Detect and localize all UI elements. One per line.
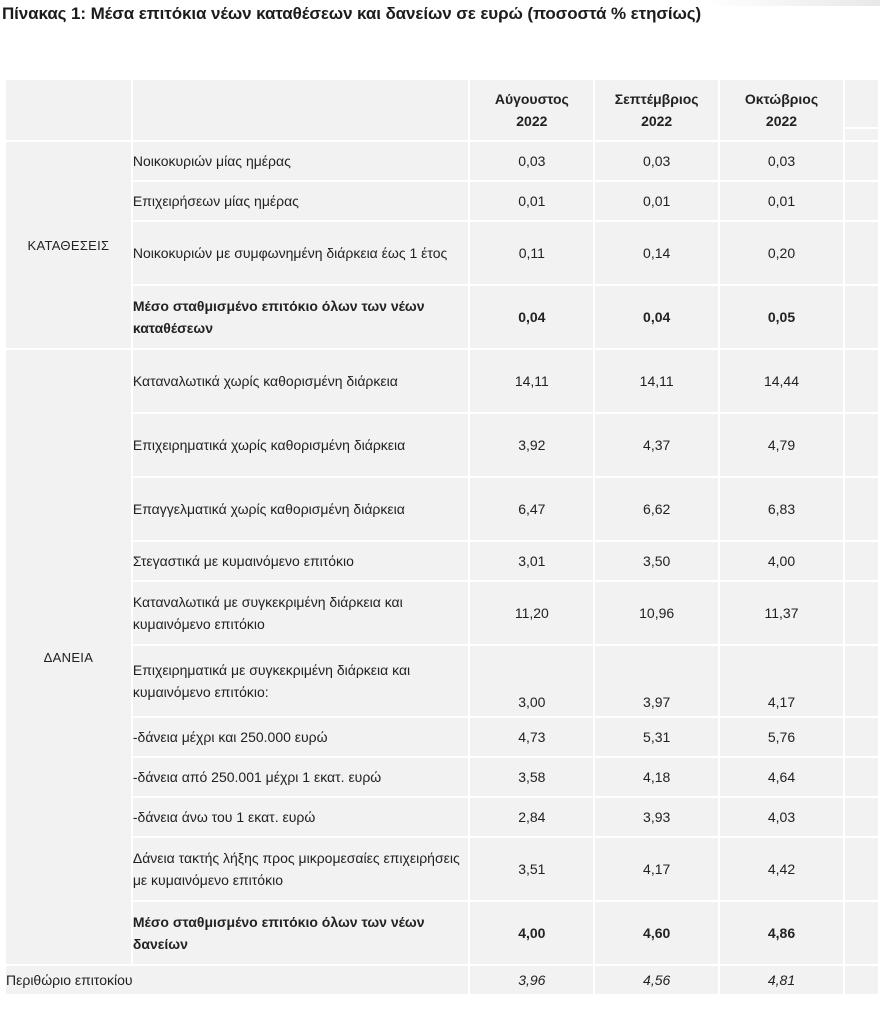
cell-value: 4,64: [720, 758, 843, 796]
cell-value: 0,04: [595, 286, 718, 348]
cell-value: 0,05: [720, 286, 843, 348]
table-row: [6, 758, 878, 796]
cell-value: 0,01: [470, 182, 593, 220]
cell-value: 3,58: [470, 758, 593, 796]
overflow-cell: [845, 902, 878, 964]
column-header-october: [720, 80, 843, 140]
table-row-deposits-average: [6, 286, 878, 348]
table-row: [6, 478, 878, 540]
cell-value: 4,86: [720, 902, 843, 964]
column-month: Σεπτέμβριος: [614, 91, 699, 107]
table-title: Πίνακας 1: Μέσα επιτόκια νέων καταθέσεων και δανείων σε ευρώ (ποσοστά % ετησίως): [2, 4, 702, 23]
cell-value: 4,60: [595, 902, 718, 964]
table-row: [6, 718, 878, 756]
cell-value: 4,17: [595, 838, 718, 900]
cell-value: 10,96: [595, 582, 718, 644]
column-header-september: [595, 80, 718, 140]
category-loans: ΔΑΝΕΙΑ: [6, 350, 131, 964]
table-row: [6, 582, 878, 644]
cell-value: 0,14: [595, 222, 718, 284]
row-label: Νοικοκυριών με συμφωνημένη διάρκεια έως 1 έτος: [133, 222, 469, 284]
overflow-cell: [845, 286, 878, 348]
table-row: [6, 414, 878, 476]
cell-value: 4,56: [595, 966, 718, 994]
header-blank-category: [6, 80, 131, 140]
cell-value: 0,03: [720, 142, 843, 180]
column-year: 2022: [641, 113, 673, 129]
cell-value: 14,11: [595, 350, 718, 412]
column-year: 2022: [765, 113, 798, 129]
cell-value: 4,17: [720, 646, 843, 716]
cell-value: 4,81: [720, 966, 843, 994]
cell-value: 3,93: [595, 798, 718, 836]
cell-value: 0,03: [595, 142, 718, 180]
row-label: Δάνεια τακτής λήξης προς μικρομεσαίες επιχειρήσεις με κυμαινόμενο επιτόκιο: [133, 838, 469, 900]
overflow-cell: [845, 758, 878, 796]
cell-value: 5,31: [595, 718, 718, 756]
cell-value: 3,00: [470, 646, 593, 716]
cell-value: 4,00: [470, 902, 593, 964]
cell-value: 11,20: [470, 582, 593, 644]
cell-value: 6,47: [470, 478, 593, 540]
row-label: Μέσο σταθμισμένο επιτόκιο όλων των νέων καταθέσεων: [133, 286, 469, 348]
cell-value: 0,01: [595, 182, 718, 220]
cell-value: 6,62: [595, 478, 718, 540]
rates-table: [4, 78, 880, 996]
cell-value: 11,37: [720, 582, 843, 644]
row-label: Καταναλωτικά χωρίς καθορισμένη διάρκεια: [133, 350, 469, 412]
table-row: [6, 838, 878, 900]
cell-value: 4,73: [470, 718, 593, 756]
cell-value: 4,00: [720, 542, 843, 580]
overflow-cell: [845, 582, 878, 644]
overflow-cell: [845, 838, 878, 900]
table-row: [6, 798, 878, 836]
overflow-cell: [845, 350, 878, 412]
row-label: Στεγαστικά με κυμαινόμενο επιτόκιο: [133, 542, 469, 580]
overflow-cell: [845, 718, 878, 756]
row-label: Επαγγελματικά χωρίς καθορισμένη διάρκεια: [133, 478, 469, 540]
overflow-cell: [845, 142, 878, 180]
overflow-cell: [845, 966, 878, 994]
overflow-cell: [845, 542, 878, 580]
overflow-cell: [845, 222, 878, 284]
cell-value: 6,83: [720, 478, 843, 540]
overflow-cell: [845, 414, 878, 476]
column-month: Αύγουστος: [494, 91, 569, 107]
cell-value: 0,20: [720, 222, 843, 284]
table-row: [6, 222, 878, 284]
table-row: [6, 350, 878, 412]
cell-value: 14,11: [470, 350, 593, 412]
cell-value: 2,84: [470, 798, 593, 836]
header-row: [6, 80, 878, 140]
table-row: [6, 646, 878, 716]
row-label: -δάνεια από 250.001 μέχρι 1 εκατ. ευρώ: [133, 758, 469, 796]
cell-value: 3,96: [470, 966, 593, 994]
cell-value: 4,18: [595, 758, 718, 796]
row-label: Επιχειρήσεων μίας ημέρας: [133, 182, 469, 220]
row-label: Επιχειρηματικά χωρίς καθορισμένη διάρκεια: [133, 414, 469, 476]
row-label: -δάνεια άνω του 1 εκατ. ευρώ: [133, 798, 469, 836]
cell-value: 3,51: [470, 838, 593, 900]
category-deposits: ΚΑΤΑΘΕΣΕΙΣ: [6, 142, 131, 348]
cell-value: 5,76: [720, 718, 843, 756]
cell-value: 4,79: [720, 414, 843, 476]
row-label: Επιχειρηματικά με συγκεκριμένη διάρκεια και κυμαινόμενο επιτόκιο:: [133, 646, 469, 716]
column-year: 2022: [516, 113, 548, 129]
overflow-cell: [845, 798, 878, 836]
cell-value: 0,11: [470, 222, 593, 284]
column-header-august: [470, 80, 593, 140]
table-row-loans-average: [6, 902, 878, 964]
table-row-margin: [6, 966, 878, 994]
cell-value: 4,03: [720, 798, 843, 836]
row-label: -δάνεια μέχρι και 250.000 ευρώ: [133, 718, 469, 756]
cell-value: 0,03: [470, 142, 593, 180]
header-overflow-cell: [845, 80, 878, 140]
cell-value: 0,04: [470, 286, 593, 348]
table-row: [6, 142, 878, 180]
header-blank-description: [133, 80, 469, 140]
row-label: Νοικοκυριών μίας ημέρας: [133, 142, 469, 180]
row-label: Περιθώριο επιτοκίου: [6, 966, 468, 994]
table-row: [6, 182, 878, 220]
cell-value: 0,01: [720, 182, 843, 220]
overflow-cell: [845, 478, 878, 540]
cell-value: 4,37: [595, 414, 718, 476]
cell-value: 3,50: [595, 542, 718, 580]
overflow-cell: [845, 182, 878, 220]
cell-value: 3,92: [470, 414, 593, 476]
cell-value: 14,44: [720, 350, 843, 412]
table-row: [6, 542, 878, 580]
overflow-cell: [845, 646, 878, 716]
cell-value: 3,01: [470, 542, 593, 580]
cell-value: 3,97: [595, 646, 718, 716]
row-label: Καταναλωτικά με συγκεκριμένη διάρκεια και κυμαινόμενο επιτόκιο: [133, 582, 469, 644]
column-month: Οκτώβριος: [744, 91, 819, 107]
row-label: Μέσο σταθμισμένο επιτόκιο όλων των νέων δανείων: [133, 902, 469, 964]
cell-value: 4,42: [720, 838, 843, 900]
